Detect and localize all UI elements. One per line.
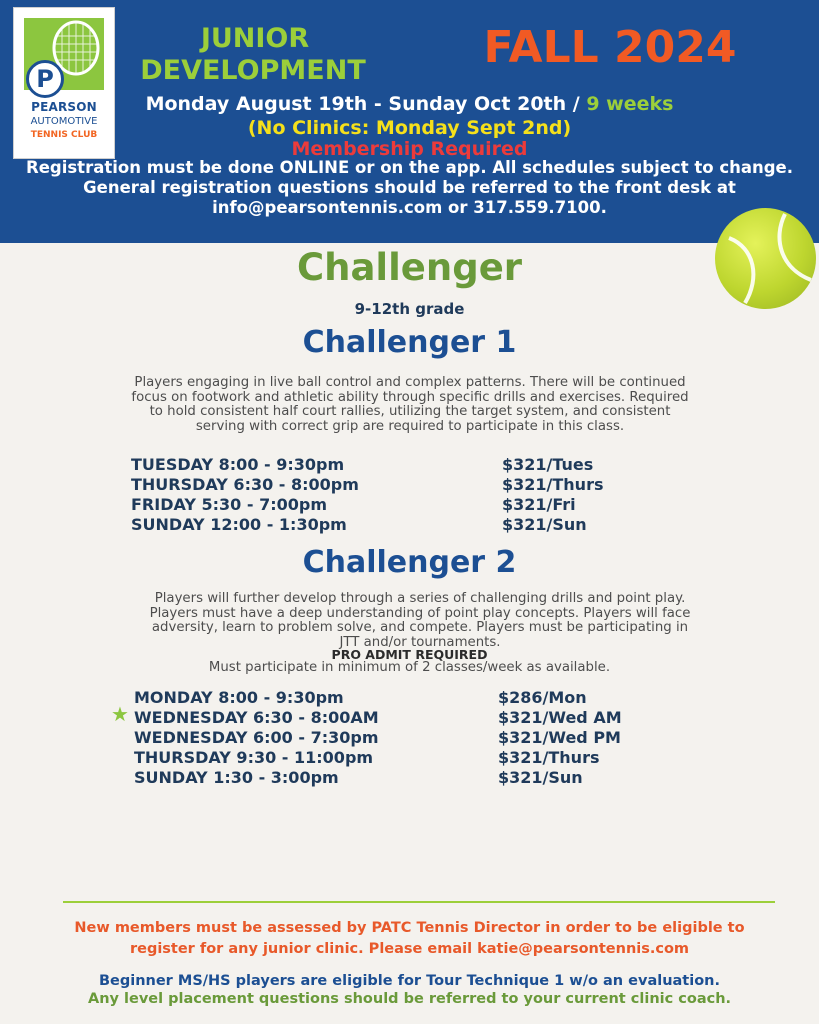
- assessment-line: New members must be assessed by PATC Tennis Director in order to be eligible to: [74, 920, 745, 936]
- description-line: focus on footwork and athletic ability through specific drills and exercises. Required: [131, 389, 689, 405]
- weeks-count: 9 weeks: [586, 93, 674, 115]
- registration-line: info@pearsontennis.com or 317.559.7100.: [212, 198, 607, 217]
- season-title: FALL 2024: [483, 22, 737, 73]
- class-time: MONDAY 8:00 - 9:30pm: [134, 688, 344, 707]
- challenger1-prices: [502, 455, 603, 535]
- no-clinics-notice: (No Clinics: Monday Sept 2nd): [247, 117, 572, 139]
- class-time: SUNDAY 12:00 - 1:30pm: [131, 515, 347, 534]
- footer-divider: [63, 901, 775, 903]
- min-participation-notice: Must participate in minimum of 2 classes/week as available.: [208, 660, 611, 675]
- challenger2-prices: [498, 688, 622, 788]
- logo-text-tennis-club: TENNIS CLUB: [30, 130, 98, 140]
- class-price: $321/Wed PM: [498, 728, 621, 747]
- class-price: $321/Thurs: [498, 748, 600, 767]
- class-price: $321/Fri: [502, 495, 576, 514]
- date-range: [0, 93, 819, 115]
- logo-text-pearson: PEARSON: [31, 100, 97, 114]
- logo-text-automotive: AUTOMOTIVE: [30, 116, 98, 127]
- assessment-notice: [40, 918, 779, 960]
- description-line: Players must have a deep understanding of point play concepts. Players will face: [149, 605, 691, 621]
- description-line: Players engaging in live ball control and complex patterns. There will be continued: [134, 375, 686, 390]
- class-time: SUNDAY 1:30 - 3:00pm: [134, 768, 339, 787]
- challenger2-times: [134, 688, 379, 788]
- class-price: $321/Sun: [502, 515, 587, 534]
- registration-info: [20, 158, 799, 218]
- class-time: TUESDAY 8:00 - 9:30pm: [131, 455, 345, 474]
- registration-line: General registration questions should be referred to the front desk at: [83, 178, 736, 197]
- program-title-line2: DEVELOPMENT: [140, 55, 366, 86]
- header-banner: [0, 0, 819, 243]
- class-time: WEDNESDAY 6:00 - 7:30pm: [134, 728, 379, 747]
- program-title-line1: JUNIOR: [200, 23, 310, 54]
- description-line: Players will further develop through a series of challenging drills and point play.: [154, 591, 686, 606]
- description-line: JTT and/or tournaments.: [339, 634, 501, 650]
- star-icon: ★: [111, 702, 129, 726]
- class-price: $321/Sun: [498, 768, 583, 787]
- level-title: Challenger: [296, 246, 523, 289]
- registration-line: Registration must be done ONLINE or on the app. All schedules subject to change.: [26, 158, 793, 177]
- description-line: to hold consistent half court rallies, utilizing the target system, and consistent: [149, 404, 671, 419]
- challenger1-title: Challenger 1: [302, 325, 517, 360]
- description-line: serving with correct grip are required to participate in this class.: [195, 418, 625, 434]
- challenger1-description: [110, 376, 710, 434]
- logo-letter: P: [26, 60, 64, 98]
- class-time: THURSDAY 9:30 - 11:00pm: [134, 748, 374, 767]
- placement-notice: Any level placement questions should be referred to your current clinic coach.: [87, 991, 732, 1007]
- class-time: WEDNESDAY 6:30 - 8:00AM: [134, 708, 379, 727]
- class-price: $321/Tues: [502, 455, 594, 474]
- class-time: THURSDAY 6:30 - 8:00pm: [131, 475, 359, 494]
- pro-admit-notice: PRO ADMIT REQUIRED: [331, 647, 488, 662]
- challenger1-times: [131, 455, 359, 535]
- class-price: $321/Thurs: [502, 475, 604, 494]
- class-price: $321/Wed AM: [498, 708, 622, 727]
- class-price: $286/Mon: [498, 688, 587, 707]
- challenger2-description: [130, 592, 710, 650]
- grade-range: 9-12th grade: [354, 300, 465, 318]
- beginner-notice: Beginner MS/HS players are eligible for Tour Technique 1 w/o an evaluation.: [98, 973, 721, 989]
- assessment-line: register for any junior clinic. Please email katie@pearsontennis.com: [129, 941, 690, 957]
- date-range-text: Monday August 19th - Sunday Oct 20th /: [145, 93, 587, 115]
- membership-notice: Membership Required: [291, 138, 528, 160]
- description-line: adversity, learn to problem solve, and compete. Players must be participating in: [151, 620, 689, 635]
- class-time: FRIDAY 5:30 - 7:00pm: [131, 495, 327, 514]
- challenger2-title: Challenger 2: [302, 545, 517, 580]
